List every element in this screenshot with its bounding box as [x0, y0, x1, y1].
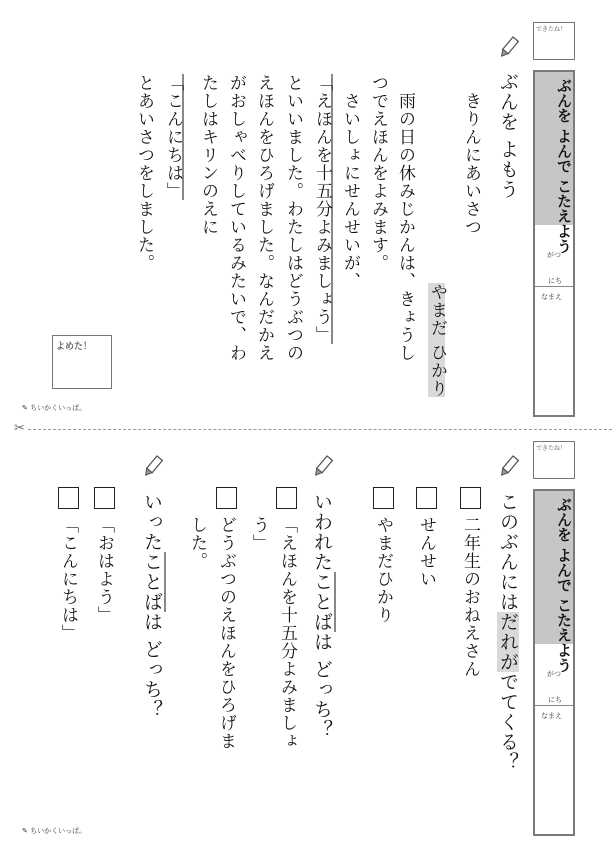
answer-checkbox[interactable] [460, 487, 481, 509]
answer-checkbox[interactable] [416, 487, 437, 509]
q2-text: いわれた [311, 492, 333, 572]
panel-divider [535, 705, 573, 706]
pencil-icon [498, 36, 520, 60]
story-line-1: 雨の日の休みじかんは、きょうし [395, 92, 415, 362]
panel-header [535, 72, 573, 254]
q1-option-3: やまだひかり [373, 516, 393, 624]
story-line-6: えほんをひろげました。なんだかえ [254, 74, 274, 362]
reading-heading: ぶんを よもう [497, 72, 519, 200]
dekita-stamp-box [533, 22, 575, 60]
question-3 [142, 492, 161, 719]
story-line-4: 「えほんを十五分よみましょう」 [312, 74, 332, 344]
answer-checkbox[interactable] [276, 487, 297, 509]
q2-keyword: ことば [311, 572, 336, 632]
answer-checkbox[interactable] [373, 487, 394, 509]
dekita-label: できたね！ [536, 445, 567, 452]
bottom-side-panel [533, 489, 575, 836]
q2-option-1-cont: う」 [249, 516, 269, 552]
gatsu-label: がつ [547, 670, 561, 678]
panel-header [535, 491, 573, 673]
q1-option-1: 二年生のおねえさん [460, 516, 480, 678]
question-1 [498, 492, 517, 772]
story-line-3 [341, 92, 358, 290]
story-line-2: つでえほんをよみます。 [368, 74, 388, 272]
panel-title: ぶんを よんで こたえよう [555, 497, 573, 673]
q3-text: いった [141, 492, 163, 552]
q2-option-2: どうぶつのえほんをひろげま [216, 516, 236, 750]
q3-option-2: 「こんにちは」 [58, 516, 78, 642]
namae-label: なまえ [541, 712, 562, 720]
answer-checkbox[interactable] [58, 487, 79, 509]
story-line-3-text: さいしょにせんせいが、 [340, 92, 360, 290]
q1-text: このぶんには [497, 492, 519, 612]
top-footer [22, 403, 86, 413]
story-title: きりんにあいさつ [461, 92, 481, 236]
bottom-footer [22, 826, 86, 836]
q1-text-end: でてくる？ [497, 672, 519, 772]
pencil-icon [312, 455, 334, 479]
question-2 [312, 492, 331, 739]
pencil-icon [498, 455, 520, 479]
footer-pencil-icon: ✎ [22, 827, 28, 835]
pencil-icon [142, 455, 164, 479]
nichi-label: にち [548, 277, 562, 285]
answer-checkbox[interactable] [216, 487, 237, 509]
dekita-label: できたね！ [536, 26, 567, 33]
story-line-9: 「こんにちは」 [163, 74, 183, 200]
panel-title: ぶんを よんで こたえよう [555, 78, 573, 254]
top-side-panel [533, 70, 575, 417]
scissors-icon: ✂ [14, 421, 25, 436]
dekita-stamp-box [533, 441, 575, 479]
q2-option-2-cont: した。 [187, 516, 207, 570]
story-line-8: たしはキリンのえに [198, 74, 218, 236]
footer-text: ちいかくいっぱ。 [30, 404, 87, 412]
cut-line [28, 429, 612, 430]
answer-checkbox[interactable] [94, 487, 115, 509]
q2-text-end: は どっち？ [311, 632, 333, 740]
story-line-7: がおしゃべりしているみたいで、わ [226, 74, 246, 362]
footer-text: ちいかくいっぱ。 [30, 827, 87, 835]
footer-pencil-icon: ✎ [22, 404, 28, 412]
q3-text-end: は どっち？ [141, 612, 163, 720]
author-name: やまだ ひかり [427, 283, 447, 398]
q3-keyword: ことば [141, 552, 166, 612]
story-line-10: とあいさつをしました。 [134, 74, 154, 272]
q1-option-2: せんせい [416, 516, 436, 588]
q3-option-1: 「おはよう」 [94, 516, 114, 624]
q2-option-1: 「えほんを十五分よみましょ [277, 516, 297, 750]
yometa-stamp-box [52, 335, 112, 389]
nichi-label: にち [548, 696, 562, 704]
yometa-label: よめた！ [56, 342, 93, 352]
panel-divider [535, 286, 573, 287]
q1-keyword: だれが [497, 612, 519, 672]
namae-label: なまえ [541, 293, 562, 301]
story-line-5: といいました。わたしはどうぶつの [283, 74, 303, 362]
gatsu-label: がつ [547, 251, 561, 259]
